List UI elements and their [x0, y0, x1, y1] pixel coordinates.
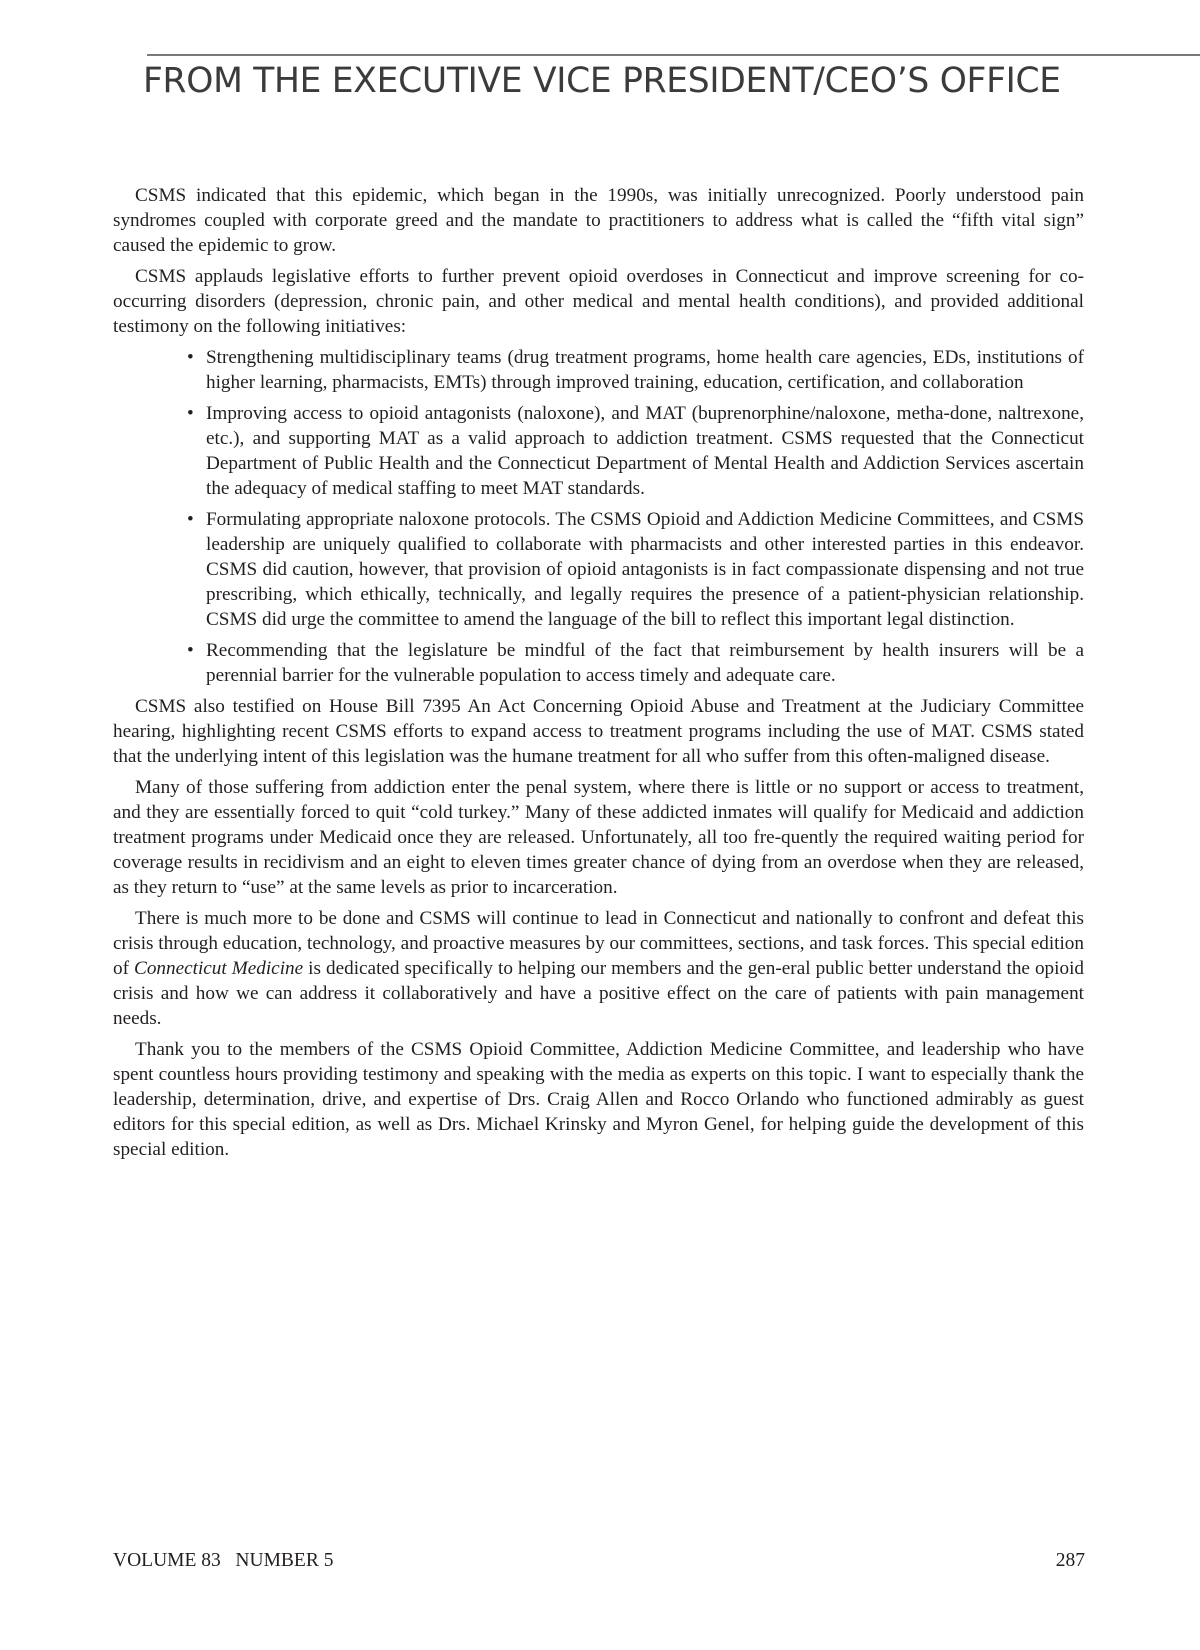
footer-page-number: 287: [1055, 1550, 1085, 1571]
paragraph-penal-system: Many of those suffering from addiction enter the penal system, where there is little or no support or access to treatment, and they are essentially forced to quit “cold turkey.” Many of these addicted inmates will qualify for Medicaid and addiction treatment programs under Medicaid once they are released. Unfortunately, all too fre-quently the required waiting period for coverage results in recidivism and an eight to eleven times greater chance of dying from an overdose when they are released, as they return to “use” at the same levels as prior to incarceration.: [113, 777, 1084, 898]
paragraph-acknowledgements: Thank you to the members of the CSMS Opioid Committee, Addiction Medicine Committee, and leadership who have spent countless hours providing testimony and speaking with the media as experts on this topic. I want to especially thank the leadership, determination, drive, and expertise of Drs. Craig Allen and Rocco Orlando who functioned admirably as guest editors for this special edition, as well as Drs. Michael Krinsky and Myron Genel, for helping guide the development of this special edition.: [113, 1039, 1084, 1160]
list-item: • Recommending that the legislature be mindful of the fact that reimbursement by health insurers will be a perennial barrier for the vulnerable population to access timely and adequate care.: [206, 638, 1084, 688]
list-item: • Formulating appropriate naloxone protocols. The CSMS Opioid and Addiction Medicine Committees, and CSMS leadership are uniquely qualified to collaborate with pharmacists and other interested parties in this endeavor. CSMS did caution, however, that provision of opioid antagonists is in fact compassionate dispensing and not true prescribing, which ethically, technically, and legally requires the presence of a patient-physician relationship. CSMS did urge the committee to amend the language of the bill to reflect this important legal distinction.: [206, 507, 1084, 632]
journal-title: Connecticut Medicine: [134, 958, 304, 979]
special-edition-text-start: There is much more to be done and CSMS will continue to lead in Connecticut and nationally to confront and defeat this crisis through education, technology, and proactive measures by our committees, sections, and task forces. This special edition of: [113, 908, 1084, 979]
special-edition-text-end: is dedicated specifically to helping our members and the gen-eral public better understand the opioid crisis and how we can address it collaboratively and have a positive effect on the care of patients with pain management needs.: [113, 958, 1084, 1029]
list-item: • Improving access to opioid antagonists (naloxone), and MAT (buprenorphine/naloxone, metha-done, naltrexone, etc.), and supporting MAT as a valid approach to addiction treatment. CSMS requested that the Connecticut Department of Public Health and the Connecticut Department of Mental Health and Addiction Services ascertain the adequacy of medical staffing to meet MAT standards.: [206, 401, 1084, 501]
header-rule: [147, 54, 1200, 56]
paragraph-house-bill: CSMS also testified on House Bill 7395 An Act Concerning Opioid Abuse and Treatment at the Judiciary Committee hearing, highlighting recent CSMS efforts to expand access to treatment programs including the use of MAT. CSMS stated that the underlying intent of this legislation was the humane treatment for all who suffer from this often-maligned disease.: [113, 696, 1084, 767]
footer-volume: VOLUME 83 NUMBER 5: [113, 1550, 334, 1571]
page-header-title: FROM THE EXECUTIVE VICE PRESIDENT/CEO’S OFFICE: [143, 61, 1061, 101]
paragraph-special-edition: [113, 906, 1084, 1031]
initiatives-list: [113, 345, 1084, 688]
list-item: • Strengthening multidisciplinary teams (drug treatment programs, home health care agencies, EDs, institutions of higher learning, pharmacists, EMTs) through improved training, education, certification, and collaboration: [206, 345, 1084, 395]
paragraph-legislative-efforts: CSMS applauds legislative efforts to further prevent opioid overdoses in Connecticut and improve screening for co-occurring disorders (depression, chronic pain, and other medical and mental health conditions), and provided additional testimony on the following initiatives:: [113, 266, 1084, 337]
article-body: [113, 183, 1084, 1168]
paragraph-epidemic-origin: CSMS indicated that this epidemic, which began in the 1990s, was initially unrecognized. Poorly understood pain syndromes coupled with corporate greed and the mandate to practitioners to address what is called the “fifth vital sign” caused the epidemic to grow.: [113, 185, 1084, 256]
